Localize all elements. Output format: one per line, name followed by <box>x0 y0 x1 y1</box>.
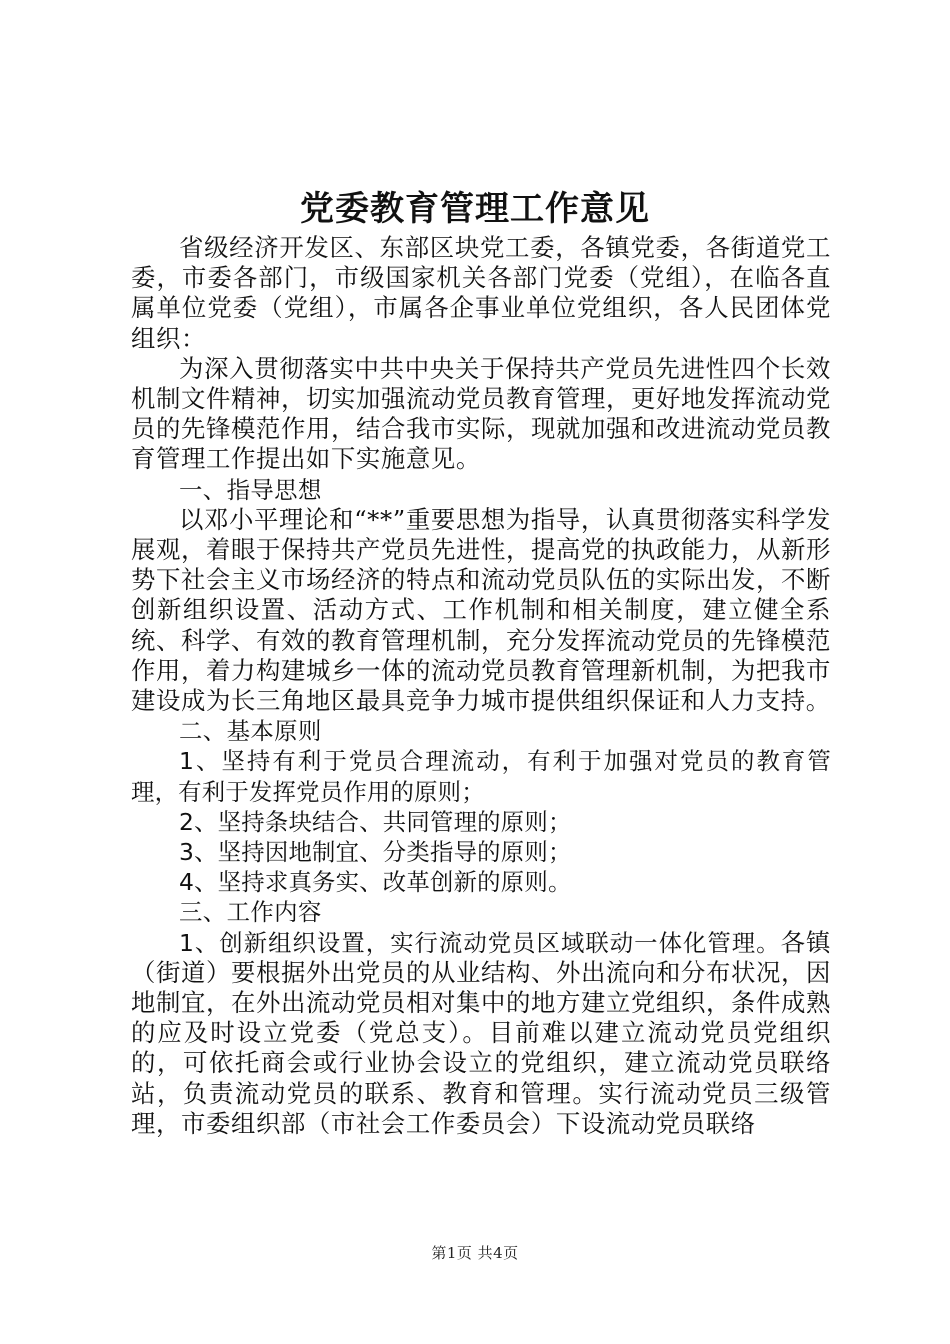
section-heading-guiding-thought: 一、指导思想 <box>179 475 322 504</box>
document-title: 党委教育管理工作意见 <box>300 189 650 229</box>
principle-item-2: 2、坚持条块结合、共同管理的原则； <box>179 807 572 836</box>
page-footer: 第1页 共4页 <box>431 1244 519 1262</box>
work-content-item-1 <box>131 928 831 1139</box>
work-item-1-lead: 1、创新组织设置，实行流动党员区域联动一体化管理。 <box>179 928 781 957</box>
guiding-thought-paragraph: 以邓小平理论和“**”重要思想为指导，认真贯彻落实科学发展观，着眼于保持共产党员先进性，提高党的执政能力，从新形势下社会主义市场经济的特点和流动党员队伍的实际出发，不断创新组织设置、活动方式、工作机制和相关制度，建立健全系统、科学、有效的教育管理机制，充分发挥流动党员的先锋模范作用，着力构建城乡一体的流动党员教育管理新机制，为把我市建设成为长三角地区最具竞争力城市提供组织保证和人力支持。 <box>131 504 831 716</box>
work-item-1-body: 各镇（街道）要根据外出党员的从业结构、外出流向和分布状况，因地制宜，在外出流动党员相对集中的地方建立党组织，条件成熟的应及时设立党委（党总支）。目前难以建立流动党员党组织的，可依托商会或行业协会设立的党组织，建立流动党员联络站，负责流动党员的联系、教育和管理。实行流动党员三级管理，市委组织部（市社会工作委员会）下设流动党员联络 <box>131 927 831 1138</box>
principle-item-3: 3、坚持因地制宜、分类指导的原则； <box>179 838 572 867</box>
intro-paragraph: 为深入贯彻落实中共中央关于保持共产党员先进性四个长效机制文件精神，切实加强流动党员教育管理，更好地发挥流动党员的先锋模范作用，结合我市实际，现就加强和改进流动党员教育管理工作提出如下实施意见。 <box>131 353 831 474</box>
document-body <box>131 233 831 1139</box>
addressee-paragraph: 省级经济开发区、东部区块党工委，各镇党委，各街道党工委，市委各部门，市级国家机关各部门党委（党组），在临各直属单位党委（党组），市属各企事业单位党组织，各人民团体党组织： <box>131 233 831 353</box>
principle-item-1: 1、坚持有利于党员合理流动，有利于加强对党员的教育管理，有利于发挥党员作用的原则； <box>131 747 831 806</box>
section-heading-work-content: 三、工作内容 <box>179 898 322 927</box>
principle-item-4: 4、坚持求真务实、改革创新的原则。 <box>179 868 572 897</box>
section-heading-basic-principles: 二、基本原则 <box>179 717 322 746</box>
